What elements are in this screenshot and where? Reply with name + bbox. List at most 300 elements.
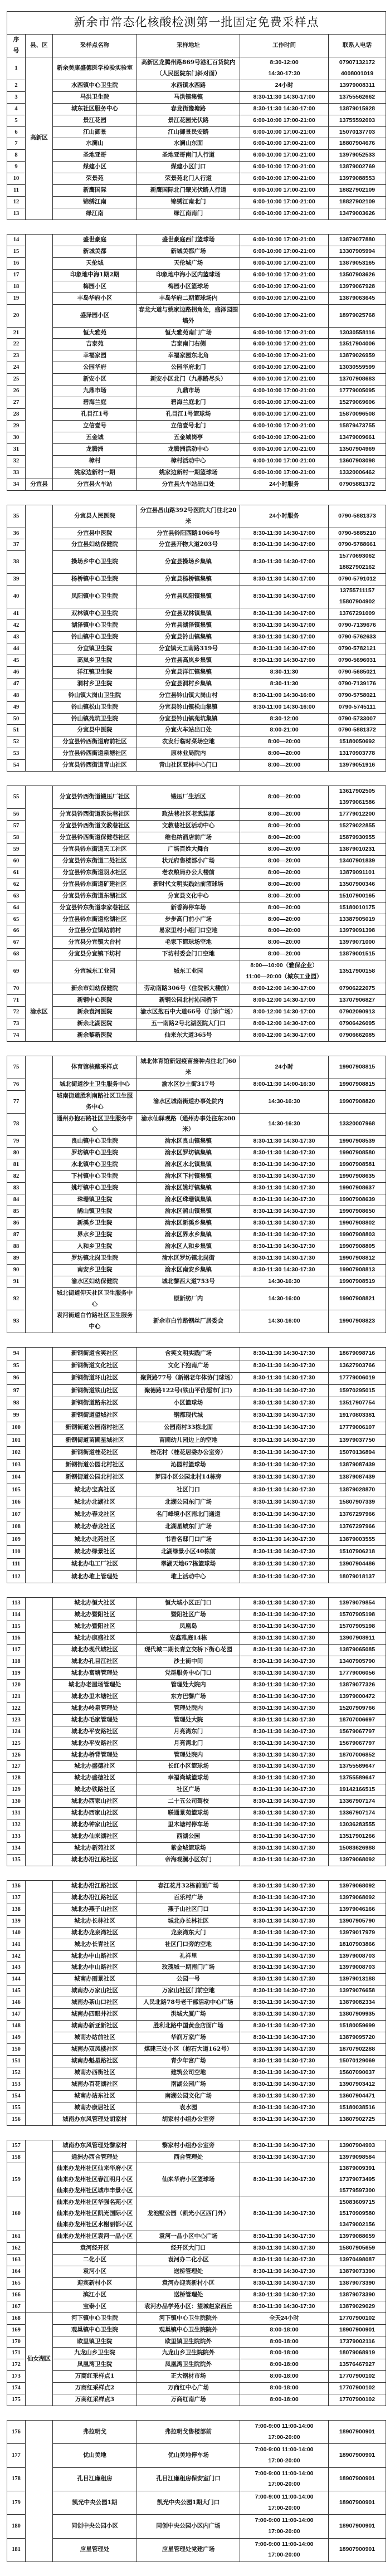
- site-address: 渝水区人和乡集镇: [137, 1241, 240, 1252]
- site-address: 新香海停车场: [137, 902, 240, 914]
- contact-phone: 13879077326: [329, 1679, 386, 1691]
- site-address: 步步高门前小广场: [137, 914, 240, 925]
- table-row: [7, 1570, 386, 1583]
- contact-phone: 0790-7139676: [329, 620, 386, 632]
- site-address: 南湖公园广场: [137, 2079, 240, 2090]
- contact-phone: 17707900102: [329, 2394, 386, 2406]
- contact-phone: 0790-5782121: [329, 643, 386, 655]
- table-row: [7, 1679, 386, 1691]
- site-name: 分宜县火车站: [53, 479, 137, 490]
- table-row: [7, 1939, 386, 1950]
- district-cell: [26, 1880, 53, 2125]
- contact-phone: 13979091398: [329, 925, 386, 937]
- row-number: 131: [7, 1808, 26, 1819]
- working-hours: 6:00-10:00 17:00-21:00: [240, 386, 329, 397]
- site-name: 分宜县钤东街道李家巷社区: [53, 902, 137, 914]
- working-hours: 6:00-10:00 17:00-21:00: [240, 257, 329, 269]
- table-row: [7, 505, 386, 528]
- site-address: 锦绣江南北门: [137, 197, 240, 208]
- site-address: 渝水区城南街道办事处院内: [137, 1090, 240, 1113]
- table-row: [7, 1509, 386, 1521]
- table-row: [7, 2151, 386, 2163]
- row-number: 133: [7, 1831, 26, 1843]
- working-hours: 6:00-10:00 17:00-21:00: [240, 362, 329, 374]
- working-hours: 8:30-11:30 14:30-17:30: [240, 1831, 329, 1843]
- working-hours: 8:30-11:30 14:30-17:30: [240, 1206, 329, 1218]
- working-hours: 14:30-16:30: [240, 1276, 329, 1287]
- contact-phone: 19907908639: [329, 1194, 386, 1206]
- working-hours: 8:30-11:30 14:30-17:30: [240, 1534, 329, 1546]
- sampling-table-section: [7, 2420, 386, 2562]
- working-hours: 6:00-10:00 17:00-21:00: [240, 281, 329, 292]
- working-hours: 8:30-11:30 14:30-17:30: [240, 1372, 329, 1384]
- site-address: 渝水区南安乡集镇: [137, 1264, 240, 1276]
- working-hours: 8:30-11:30 14:30-17:30: [240, 1471, 329, 1484]
- contact-phone: 0790-5885210: [329, 528, 386, 539]
- site-name: 城北街道仰天社区卫生服务中心: [53, 1287, 137, 1310]
- row-number: 1: [7, 57, 26, 80]
- site-name: 城北办宝真社区: [53, 1484, 137, 1496]
- site-name: 城北办岭泉管理处: [53, 1702, 137, 1714]
- contact-phone: 13517901266: [329, 1831, 386, 1843]
- site-address: 姚家边新村一期篮球场: [137, 467, 240, 479]
- table-row: [7, 1385, 386, 1397]
- table-row: [7, 1484, 386, 1496]
- contact-phone: 13879063645: [329, 292, 386, 304]
- table-row: [7, 725, 386, 736]
- site-address: 天伦城广场: [137, 257, 240, 269]
- row-number: 70: [7, 983, 26, 995]
- contact-phone: 19907908581: [329, 1159, 386, 1171]
- table-row: [7, 1974, 386, 1985]
- table-row: [7, 1159, 386, 1171]
- table-row: [7, 185, 386, 197]
- table-row: [7, 1287, 386, 1310]
- table-row: [7, 1843, 386, 1855]
- row-number: 25: [7, 374, 26, 386]
- site-name: 龙腾洲: [53, 443, 137, 455]
- working-hours: 8:00—20:00: [240, 949, 329, 960]
- contact-phone: 19907908805: [329, 1241, 386, 1252]
- contact-phone: 13979071000: [329, 937, 386, 949]
- site-address: 弗拉明戈售楼部前: [137, 2421, 240, 2444]
- site-name: 新余北湖医院: [53, 1018, 137, 1030]
- site-name: 城北办西家山社区: [53, 1808, 137, 1819]
- row-number: 61: [7, 867, 26, 879]
- table-row: [7, 1018, 386, 1030]
- contact-phone: 13879003555: [329, 1534, 386, 1546]
- site-address: 西合管理处: [137, 2151, 240, 2163]
- working-hours: 8:00—20:00: [240, 855, 329, 867]
- working-hours: 8:30-11:30 14:30-17:30: [240, 1171, 329, 1183]
- site-name: 城北办北湖社区: [53, 1496, 137, 1509]
- table-row: [7, 1113, 386, 1136]
- site-name: 新钢街道公园北村社区: [53, 1471, 137, 1484]
- table-row: [7, 821, 386, 832]
- site-address: 维也纳酒店前广场: [137, 832, 240, 843]
- working-hours: 8:30-11:30 14:30-17:30: [240, 1796, 329, 1808]
- contact-phone: 13979017979: [329, 1927, 386, 1939]
- site-name: 分宜县钤西街道青山社区: [53, 760, 137, 772]
- row-number: 118: [7, 1656, 26, 1668]
- site-address: 分宜县操场乡集镇: [137, 551, 240, 574]
- row-number: 35: [7, 505, 26, 528]
- table-row: [7, 386, 386, 397]
- working-hours: 6:00-10:00 17:00-21:00: [240, 197, 329, 208]
- row-number: 132: [7, 1819, 26, 1831]
- row-number: 14: [7, 235, 26, 246]
- table-row: [7, 2371, 386, 2383]
- working-hours: 6:00-10:00 17:00-21:00: [240, 432, 329, 443]
- row-number: 173: [7, 2371, 26, 2383]
- site-address: 煤建三处小区（抱石大道162号）: [137, 2044, 240, 2056]
- district-cell: 分宜县: [26, 479, 53, 490]
- contact-phone: 13507903626: [329, 269, 386, 281]
- working-hours: 8:30-11:30 14:30-17:00: [240, 539, 329, 551]
- site-address: 城北黎西大道753号: [137, 1276, 240, 1287]
- row-number: 167: [7, 2301, 26, 2312]
- row-number: 44: [7, 643, 26, 655]
- contact-phone: 13979079854: [329, 1598, 386, 1609]
- site-address: 紫金城篮球场: [137, 1843, 240, 1855]
- contact-phone: 13907903412: [329, 2079, 386, 2090]
- site-name: 新鹰国际: [53, 185, 137, 197]
- table-row: [7, 257, 386, 269]
- site-address: 九鼎市场: [137, 386, 240, 397]
- site-address: 梅园小区篮球场: [137, 281, 240, 292]
- row-number: 170: [7, 2336, 26, 2348]
- working-hours: 8:30-11:30 14:30-17:30: [240, 2277, 329, 2289]
- contact-phone: 15807907339: [329, 1496, 386, 1509]
- site-name: 城南办丽景社区: [53, 1974, 137, 1985]
- table-row: [7, 327, 386, 339]
- district-cell: 仙女湖区: [26, 2312, 53, 2406]
- contact-phone: 18827902109: [329, 185, 386, 197]
- row-number: 29: [7, 421, 26, 432]
- contact-phone: 13407905790: [329, 1656, 386, 1668]
- working-hours: 8:30-11:30 14:30-17:30: [240, 1609, 329, 1621]
- site-name: 操场乡中心卫生院: [53, 551, 137, 574]
- table-row: [7, 397, 386, 409]
- working-hours: 8:30-11:30 14:30-17:30: [240, 1892, 329, 1904]
- site-name: 新钢街道铁山社区: [53, 1385, 137, 1397]
- table-row: [7, 1656, 386, 1668]
- site-name: 江山御景: [53, 126, 137, 138]
- working-hours: 8:30-11:30 14:30-17:00: [240, 643, 329, 655]
- table-row: [7, 1831, 386, 1843]
- site-address: 分宜镇天工南路319号: [137, 643, 240, 655]
- contact-phone: 13879015928: [329, 103, 386, 115]
- site-name: 城南办双凤楼社区: [53, 2044, 137, 2056]
- site-name: 高岚乡卫生院: [53, 655, 137, 666]
- site-address: 管理处大院: [137, 1714, 240, 1726]
- site-address: 仙来华府小区篮球场: [137, 2163, 240, 2197]
- column-header: 工作时间: [240, 35, 329, 57]
- site-address: 观巢镇中心卫生院院外: [137, 2324, 240, 2336]
- site-name: 水北镇中心卫生院: [53, 1159, 137, 1171]
- row-number: 150: [7, 2044, 26, 2056]
- working-hours: 8:30-11:30 14:30-17:30: [240, 1679, 329, 1691]
- contact-phone: 15870096508: [329, 409, 386, 421]
- site-address: 新余市白竹路钢丝厂居委会: [137, 1310, 240, 1333]
- contact-phone: 18707902288: [329, 2044, 386, 2056]
- site-name: 城北街道沙土卫生服务中心: [53, 1079, 137, 1090]
- contact-phone: 15607090037: [329, 2067, 386, 2079]
- contact-phone: 13879082334: [329, 1997, 386, 2009]
- row-number: 128: [7, 1773, 26, 1784]
- site-name: 锦绣江南: [53, 197, 137, 208]
- table-row: [7, 2254, 386, 2266]
- working-hours: 8:30-11:30 14:30-17:30: [240, 2032, 329, 2044]
- site-address: 洪城大厦广场: [137, 2009, 240, 2021]
- site-name: 渝水区妇幼保健院: [53, 1276, 137, 1287]
- contact-phone: 13879053165: [329, 257, 386, 269]
- working-hours: 8:30-11:30 14:30-17:30: [240, 1819, 329, 1831]
- site-address: 管理处大院内: [137, 1679, 240, 1691]
- row-number: 164: [7, 2266, 26, 2277]
- site-name: 分宜县钤西街道保健巷社区: [53, 832, 137, 843]
- working-hours: 8:30-11:30 14:30-17:30: [240, 1962, 329, 1974]
- contact-phone: 15279022855: [329, 821, 386, 832]
- table-row: [7, 2231, 386, 2243]
- row-number: 100: [7, 1422, 26, 1434]
- site-name: 城北办暨阳社区: [53, 1621, 137, 1633]
- contact-phone: 17379002116: [329, 2336, 386, 2348]
- row-number: 107: [7, 1509, 26, 1521]
- site-address: 九龙山乡卫生院院外: [137, 2348, 240, 2359]
- table-row: [7, 1784, 386, 1796]
- site-name: 城南办茶山口社区: [53, 1997, 137, 2009]
- working-hours: 8:30-11:30 14:30-17:30: [240, 1773, 329, 1784]
- working-hours: 8:30-11:30 14:30-17:30: [240, 1459, 329, 1471]
- working-hours: 7:00-9:00 11:00-14:00 17:00-20:00: [240, 2491, 329, 2515]
- sampling-table-section: [7, 234, 386, 491]
- working-hours: 8:30-11:30 14:30-17:30: [240, 1854, 329, 1866]
- working-hours: 8:30-11:30 14:30-17:30: [240, 1148, 329, 1159]
- working-hours: 8:00-11:30 14:00-16:30: [240, 1079, 329, 1090]
- row-number: 27: [7, 397, 26, 409]
- working-hours: 8:30-11:30 14:30-17:30: [240, 1667, 329, 1679]
- table-row: [7, 867, 386, 879]
- contact-phone: 19907908803: [329, 1229, 386, 1241]
- table-row: [7, 631, 386, 643]
- row-number: 59: [7, 843, 26, 855]
- contact-phone: 19907908815: [329, 1079, 386, 1090]
- working-hours: 6:00-10:00 17:00-21:00: [240, 421, 329, 432]
- table-row: [7, 1206, 386, 1218]
- site-name: 良山镇中心卫生院: [53, 1136, 137, 1148]
- working-hours: 6:00-10:00 17:00-21:00: [240, 350, 329, 362]
- row-number: 103: [7, 1459, 26, 1471]
- site-address: 北湖公园东门广场: [137, 1496, 240, 1509]
- row-number: 141: [7, 1939, 26, 1950]
- site-name: 荣景苑: [53, 173, 137, 185]
- working-hours: 6:00-10:00 17:00-21:00: [240, 208, 329, 220]
- site-address: 恒大城小区正门口: [137, 1598, 240, 1609]
- contact-phone: 13879091101: [329, 867, 386, 879]
- site-name: 欧里镇卫生院: [53, 2336, 137, 2348]
- table-row: [7, 2102, 386, 2114]
- contact-phone: 0790-5881372: [329, 725, 386, 736]
- row-number: 174: [7, 2383, 26, 2394]
- site-address: 农发行临时菜场空地: [137, 736, 240, 748]
- site-name: 城北办春龙社区: [53, 1509, 137, 1521]
- contact-phone: 15707905198: [329, 1609, 386, 1621]
- site-address: 原新纺厂内: [137, 1287, 240, 1310]
- table-row: [7, 620, 386, 632]
- working-hours: 8:00—20:00: [240, 890, 329, 902]
- site-address: 五金城岗亭: [137, 432, 240, 443]
- working-hours: 8:30-11:30 14:30-17:30: [240, 2289, 329, 2301]
- contact-phone: 18907900901: [329, 2421, 386, 2444]
- table-row: [7, 2021, 386, 2032]
- site-address: 渝水区界水乡集镇: [137, 1229, 240, 1241]
- site-name: 城北办长林社区: [53, 1915, 137, 1927]
- working-hours: 6:00-10:00 17:00-21:00: [240, 397, 329, 409]
- contact-phone: 15180010175: [329, 902, 386, 914]
- table-row: [7, 1796, 386, 1808]
- site-name: 城南办万家山社区: [53, 1985, 137, 1997]
- row-number: 22: [7, 339, 26, 350]
- row-number: 154: [7, 2090, 26, 2102]
- site-address: 党群服务中心门口: [137, 1667, 240, 1679]
- row-number: 30: [7, 432, 26, 443]
- row-number: 94: [7, 1348, 26, 1360]
- row-number: 121: [7, 1691, 26, 1702]
- table-row: [7, 760, 386, 772]
- site-name: 分宜县钤东街道松湖社区: [53, 914, 137, 925]
- site-name: 新安小区: [53, 374, 137, 386]
- site-name: 分宜镇卫生院: [53, 643, 137, 655]
- site-address: 丰岛华府二期篮球场内: [137, 292, 240, 304]
- contact-phone: 13320007968: [329, 1113, 386, 1136]
- contact-phone: 13607904471: [329, 2090, 386, 2102]
- working-hours: 8:00—20:00: [240, 867, 329, 879]
- site-name: 洋江镇卫生院: [53, 666, 137, 678]
- site-name: 新钢街道望城社区: [53, 1409, 137, 1422]
- site-address: 春龙街豫塘路: [137, 103, 240, 115]
- row-number: 33: [7, 467, 26, 479]
- working-hours: 8:30-11:30 14:30-17:30: [240, 1360, 329, 1372]
- site-name: 袁河经开区: [53, 2243, 137, 2255]
- district-cell: 高新区: [26, 57, 53, 219]
- working-hours: 8:30-11:30 14:30-17:30: [240, 1409, 329, 1422]
- contact-phone: 15070129069: [329, 2055, 386, 2067]
- site-name: 幸福家园: [53, 350, 137, 362]
- table-row: [7, 1422, 386, 1434]
- table-row: [7, 479, 386, 490]
- site-address: 百乐村广场: [137, 1892, 240, 1904]
- working-hours: 6:00-10:00 17:00-21:00: [240, 467, 329, 479]
- contact-phone: 0790-5788661: [329, 539, 386, 551]
- contact-phone: 13807909935: [329, 2009, 386, 2021]
- working-hours: 8:30-11:30 14:30-17:30: [240, 1397, 329, 1409]
- working-hours: 8:00—20:00: [240, 914, 329, 925]
- site-address: 渝水区罗坊镇集镇: [137, 1148, 240, 1159]
- row-number: 65: [7, 914, 26, 925]
- site-address: 分宜县钤阳西路1066号: [137, 528, 240, 539]
- working-hours: 6:00-10:00 17:00-21:00: [240, 374, 329, 386]
- site-name: 分宜县钤西街道政法巷社区: [53, 809, 137, 821]
- column-header: 序 号: [7, 35, 26, 57]
- working-hours: 8:30-11:00 14:30-16:00: [240, 690, 329, 701]
- site-address: 钢都现代城: [137, 1409, 240, 1422]
- working-hours: 8:00-12:00 14:30-17:00: [240, 1018, 329, 1030]
- table-row: [7, 2009, 386, 2021]
- site-name: 城北办龙泉湾社区: [53, 1927, 137, 1939]
- row-number: 52: [7, 736, 26, 748]
- site-name: 新溪乡卫生院: [53, 1217, 137, 1229]
- working-hours: 7:00-9:00 11:00-14:00 17:00-20:00: [240, 2538, 329, 2562]
- site-address: 荣景苑北门人行道: [137, 173, 240, 185]
- row-number: 10: [7, 173, 26, 185]
- contact-phone: 13507904969: [329, 443, 386, 455]
- site-name: 新钢街道桂花社区: [53, 1447, 137, 1459]
- working-hours: 8:30-11:30 14:30-17:30: [240, 1633, 329, 1645]
- table-row: [7, 2079, 386, 2090]
- contact-phone: 15970295015: [329, 1385, 386, 1397]
- site-name: 城北办燕子山社区: [53, 1904, 137, 1915]
- site-address: 堆上活动中心: [137, 1570, 240, 1583]
- site-address: 分宜县文化中心: [137, 890, 240, 902]
- working-hours: 6:00-10:00 17:00-21:00: [240, 304, 329, 327]
- row-number: 162: [7, 2243, 26, 2255]
- site-name: 分宜县钤西街道府前社区: [53, 736, 137, 748]
- working-hours: 8:30-11:30 14:30-17:30: [240, 1264, 329, 1276]
- table-row: [7, 138, 386, 150]
- table-row: [7, 736, 386, 748]
- contact-phone: 13879073390: [329, 2289, 386, 2301]
- site-address: 礼祥里: [137, 1950, 240, 1962]
- district-cell: [26, 2421, 53, 2562]
- row-number: 39: [7, 574, 26, 586]
- site-name: 新钢街道路东社区: [53, 1397, 137, 1409]
- contact-phone: 18907900901: [329, 2324, 386, 2336]
- row-number: 172: [7, 2359, 26, 2371]
- table-row: [7, 1310, 386, 1333]
- table-row: [7, 1409, 386, 1422]
- table-row: [7, 1691, 386, 1702]
- row-number: 15: [7, 246, 26, 257]
- site-address: 渝水区沙土街317号: [137, 1079, 240, 1090]
- table-row: [7, 2114, 386, 2125]
- working-hours: 8:30-11:30 14:30-17:30: [240, 2102, 329, 2114]
- row-number: 66: [7, 925, 26, 937]
- site-name: 通洲办西合管理处: [53, 2151, 137, 2163]
- site-name: 迎宾新村小区: [53, 2277, 137, 2289]
- site-name: 马洪卫生院: [53, 91, 137, 103]
- contact-phone: 0790-7139176: [329, 678, 386, 690]
- table-row: [7, 1609, 386, 1621]
- working-hours: 8:00-18:00: [240, 2383, 329, 2394]
- site-name: 仙来办龙州社区仙来华府小区 仙来办龙州社区春江明月小区 仙来办龙州社区城市丰景小区: [53, 2163, 137, 2197]
- contact-phone: 13979052533: [329, 150, 386, 162]
- working-hours: 8:30-11:30 14:30-17:30: [240, 1691, 329, 1702]
- working-hours: 24小时: [240, 80, 329, 91]
- site-name: 城南办新亚新社区: [53, 2021, 137, 2032]
- working-hours: 6:00-10:00 17:00-21:00: [240, 126, 329, 138]
- contact-phone: 13979008703: [329, 1950, 386, 1962]
- site-address: 水西镇水西路: [137, 80, 240, 91]
- row-number: 12: [7, 197, 26, 208]
- site-address: 袁水园: [137, 2102, 240, 2114]
- row-number: 69: [7, 960, 26, 983]
- table-row: [7, 2348, 386, 2359]
- site-address: 幸福尚城篮球场: [137, 1773, 240, 1784]
- column-header: 县、区: [26, 35, 53, 57]
- working-hours: 24小时服务: [240, 505, 329, 528]
- site-address: 月亮湾东门: [137, 1726, 240, 1738]
